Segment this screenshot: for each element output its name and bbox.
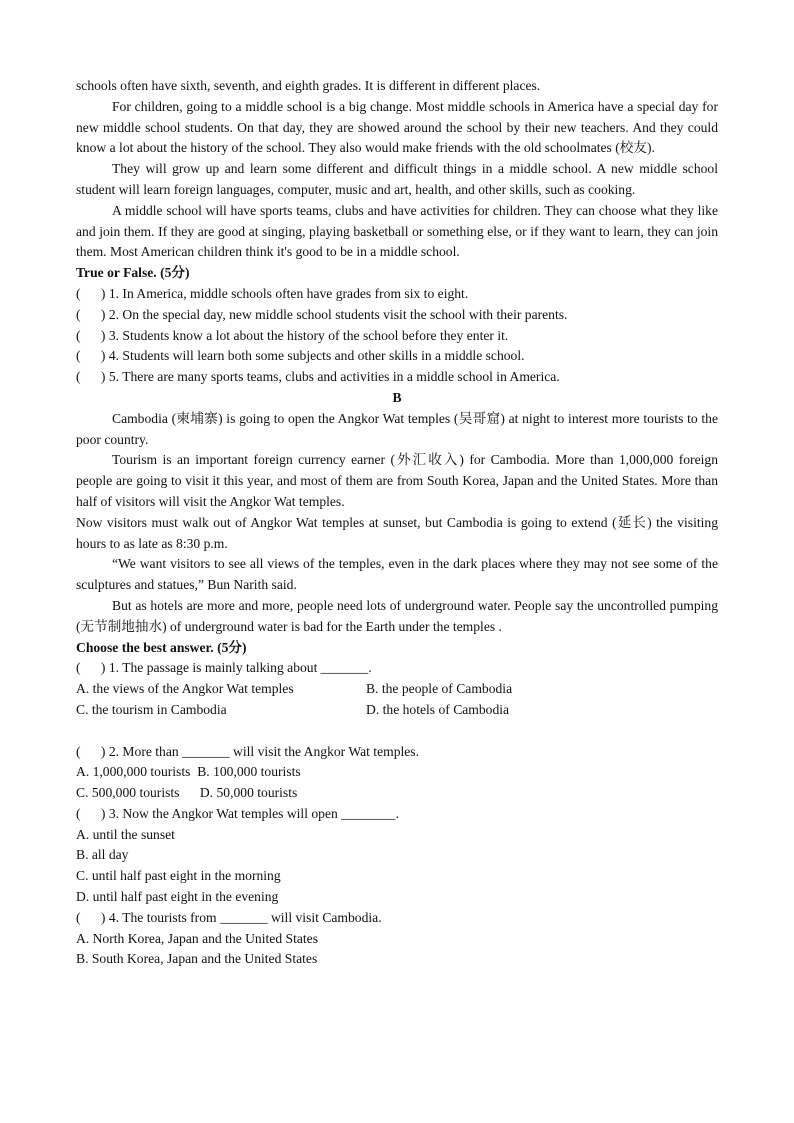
tf-item: ( ) 3. Students know a lot about the history of the school before they enter it. bbox=[76, 327, 509, 343]
tf-heading: True or False. (5分) bbox=[76, 265, 190, 281]
passage-a-paragraph: schools often have sixth, seventh, and eighth grades. It is different in different places. bbox=[76, 78, 541, 93]
question-stem: ( ) 1. The passage is mainly talking about _______. bbox=[76, 660, 372, 676]
passage-a-paragraph: A middle school will have sports teams, clubs and have activities for children. They can choose what they like and join them. If they are good at singing, playing basketball or something else, or if they want to learn, they can join them. Most American children think it's good to be in a middle school. bbox=[76, 202, 718, 260]
option: A. until the sunset bbox=[76, 826, 175, 842]
option: B. the people of Cambodia bbox=[366, 681, 513, 697]
option: A. North Korea, Japan and the United States bbox=[76, 930, 318, 946]
option-row bbox=[76, 679, 718, 700]
option: C. the tourism in Cambodia bbox=[76, 701, 227, 717]
option-row bbox=[76, 700, 718, 721]
tf-item: ( ) 2. On the special day, new middle school students visit the school with their parents. bbox=[76, 306, 568, 322]
passage-b-paragraph: Now visitors must walk out of Angkor Wat temples at sunset, but Cambodia is going to extend (延长) the visiting hours to as late as 8:30 p.m. bbox=[76, 514, 718, 551]
passage-a-paragraph: They will grow up and learn some different and difficult things in a middle school. A new middle school student will learn foreign languages, computer, music and art, health, and other skills, such as cooking. bbox=[76, 161, 718, 197]
tf-item: ( ) 4. Students will learn both some subjects and other skills in a middle school. bbox=[76, 348, 525, 364]
option: A. 1,000,000 tourists B. 100,000 tourists bbox=[76, 764, 301, 780]
passage-a-paragraph: For children, going to a middle school is a big change. Most middle schools in America have a special day for new middle school students. On that day, they are showed around the school by their new teachers. And they could know a lot about the history of the school. They also would make friends with the old schoolmates (校友). bbox=[76, 98, 718, 156]
document-page bbox=[76, 76, 718, 970]
passage-b-paragraph: But as hotels are more and more, people need lots of underground water. People say the uncontrolled pumping (无节制地抽水) of underground water is bad for the Earth under the temples . bbox=[76, 597, 718, 634]
question-stem: ( ) 2. More than _______ will visit the Angkor Wat temples. bbox=[76, 743, 419, 759]
spacer bbox=[76, 721, 718, 742]
question-stem: ( ) 3. Now the Angkor Wat temples will open ________. bbox=[76, 805, 399, 821]
option: C. 500,000 tourists D. 50,000 tourists bbox=[76, 785, 298, 801]
passage-b-paragraph: Cambodia (柬埔寨) is going to open the Angkor Wat temples (吴哥窟) at night to interest more tourists to the poor country. bbox=[76, 410, 718, 447]
option: D. the hotels of Cambodia bbox=[366, 701, 510, 717]
option: B. all day bbox=[76, 847, 129, 863]
question-stem: ( ) 4. The tourists from _______ will visit Cambodia. bbox=[76, 909, 382, 925]
mc-heading: Choose the best answer. (5分) bbox=[76, 639, 247, 655]
option: B. South Korea, Japan and the United States bbox=[76, 951, 318, 967]
section-b-label: B bbox=[392, 389, 402, 405]
option: A. the views of the Angkor Wat temples bbox=[76, 681, 294, 697]
passage-b-paragraph: Tourism is an important foreign currency earner (外汇收入) for Cambodia. More than 1,000,000 foreign people are going to visit it this year, and most of them are from South Korea, Japan and the United States. More than half of visitors will visit the Angkor Wat temples. bbox=[76, 452, 718, 509]
tf-item: ( ) 1. In America, middle schools often have grades from six to eight. bbox=[76, 285, 469, 301]
option: D. until half past eight in the evening bbox=[76, 889, 279, 905]
option: C. until half past eight in the morning bbox=[76, 868, 281, 884]
tf-item: ( ) 5. There are many sports teams, clubs and activities in a middle school in America. bbox=[76, 369, 560, 385]
passage-b-paragraph: “We want visitors to see all views of the temples, even in the dark places where they may not see some of the sculptures and statues,” Bun Narith said. bbox=[76, 556, 718, 593]
